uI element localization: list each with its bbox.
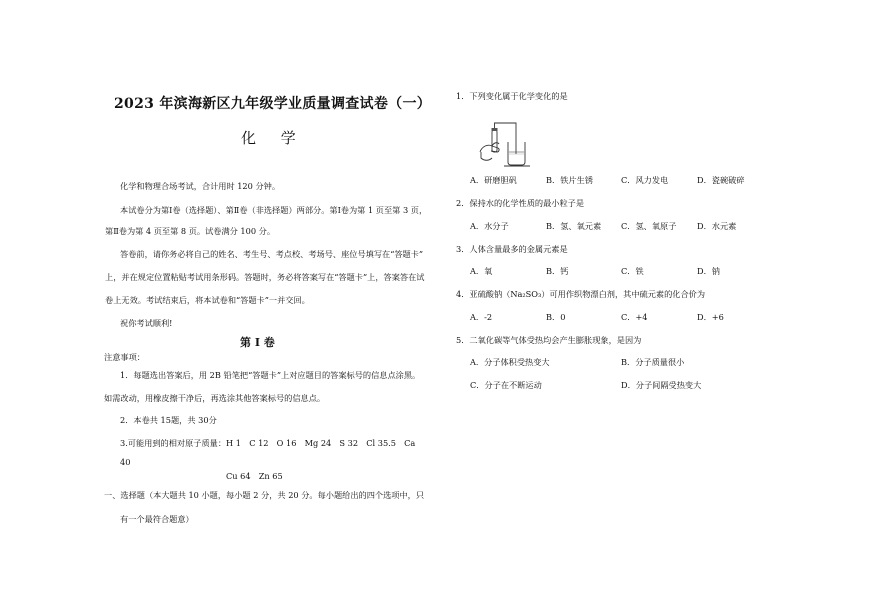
intro-line-7: 祝你考试顺利! [120, 318, 173, 328]
volume-heading: 第 Ⅰ 卷 [240, 336, 275, 349]
q4-option-a[interactable]: A．-2 [470, 312, 493, 322]
section-1b: 有一个最符合题意） [120, 514, 194, 524]
q5-option-d[interactable]: D．分子间隔受热变大 [621, 380, 702, 390]
subject-title: 化 学 [241, 129, 306, 147]
q4-option-d[interactable]: D．+6 [697, 312, 724, 322]
q1-option-d[interactable]: D．瓷碗破碎 [697, 175, 745, 185]
q1-option-b[interactable]: B．铁片生锈 [546, 175, 593, 185]
q4-option-c[interactable]: C．+4 [621, 312, 648, 322]
note-3c: Cu 64 Zn 65 [226, 471, 283, 481]
q2-option-a[interactable]: A．水分子 [470, 221, 509, 231]
q4-stem: 4．亚硫酸钠（Na₂SO₃）可用作织物漂白剂，其中硫元素的化合价为 [456, 289, 706, 299]
note-3b: 40 [120, 457, 131, 467]
section-1a: 一、选择题（本大题共 10 小题，每小题 2 分，共 20 分。每小题给出的四个选项中，只 [104, 490, 425, 500]
intro-line-2: 本试卷分为第Ⅰ卷（选择题）、第Ⅱ卷（非选择题）两部分。第Ⅰ卷为第 1 页至第 3 页， [120, 205, 428, 215]
q5-stem: 5．二氧化碳等气体受热均会产生膨胀现象，是因为 [456, 335, 642, 345]
q2-option-b[interactable]: B．氢、氧元素 [546, 221, 602, 231]
page-title: 2023 年滨海新区九年级学业质量调查试卷（一） [114, 96, 432, 112]
q1-option-c[interactable]: C．风力发电 [621, 175, 669, 185]
q2-option-d[interactable]: D．水元素 [697, 221, 737, 231]
q4-option-b[interactable]: B．0 [546, 312, 566, 322]
q1-stem: 1．下列变化属于化学变化的是 [456, 91, 568, 101]
notes-title: 注意事项： [104, 352, 145, 362]
intro-line-4: 答卷前，请你务必将自己的姓名、考生号、考点校、考场号、座位号填写在“答题卡” [120, 249, 424, 259]
note-2: 2．本卷共 15题，共 30分 [120, 415, 217, 425]
note-1a: 1．每题选出答案后，用 2B 铅笔把“答题卡”上对应题目的答案标号的信息点涂黑。 [120, 370, 421, 380]
q5-option-b[interactable]: B．分子质量很小 [621, 357, 685, 367]
q3-stem: 3．人体含量最多的金属元素是 [456, 244, 568, 254]
q3-option-c[interactable]: C．铁 [621, 266, 644, 276]
q3-option-a[interactable]: A．氧 [470, 266, 493, 276]
intro-line-5: 上，并在规定位置粘贴考试用条形码。答题时，务必将答案写在“答题卡”上，答案答在试 [105, 272, 425, 282]
intro-line-6: 卷上无效。考试结束后，将本试卷和“答题卡”一并交回。 [105, 295, 310, 305]
intro-line-3: 第Ⅱ卷为第 4 页至第 8 页。试卷满分 100 分。 [105, 226, 276, 236]
q2-stem: 2．保持水的化学性质的最小粒子是 [456, 198, 585, 208]
q3-option-d[interactable]: D．钠 [697, 266, 720, 276]
q5-option-c[interactable]: C．分子在不断运动 [470, 380, 542, 390]
q2-option-c[interactable]: C．氢、氧原子 [621, 221, 677, 231]
q3-option-b[interactable]: B．钙 [546, 266, 569, 276]
q1-option-a[interactable]: A．研磨胆矾 [470, 175, 517, 185]
experiment-illustration [476, 118, 534, 168]
note-3a: 3.可能用到的相对原子质量：H 1 C 12 O 16 Mg 24 S 32 Cl 35.5 Ca [120, 438, 416, 448]
note-1b: 如需改动，用橡皮擦干净后，再选涂其他答案标号的信息点。 [104, 393, 326, 403]
q5-option-a[interactable]: A．分子体积受热变大 [470, 357, 550, 367]
intro-line-1: 化学和物理合场考试，合计用时 120 分钟。 [120, 181, 281, 191]
